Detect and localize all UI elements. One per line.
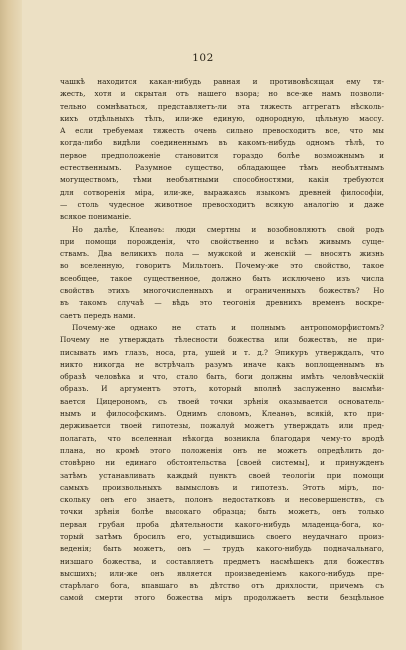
body-text	[60, 76, 384, 636]
paragraph	[60, 76, 384, 224]
text-line: первая грубая проба дѣятельности какого-нибудь младенца-бога, ко-	[60, 519, 384, 529]
text-line: торый затѣмъ бросилъ его, устыдившись своего неудачнаго произ-	[60, 531, 384, 541]
text-line: — столь чудесное животное превосходитъ всякую аналогію и даже	[60, 199, 384, 209]
text-line: могуществомъ, тѣми необъятными способностями, какія требуются	[60, 175, 384, 185]
text-line: естественнымъ. Разумное существо, обладающее тѣмъ необъятнымъ	[60, 163, 384, 173]
text-line: жесть, хотя и скрытая отъ нашего взора; но все-же намъ позволи-	[60, 89, 384, 99]
text-line: когда-либо видѣли соединеннымъ въ какомъ-нибудь одномъ тѣлѣ, то	[60, 138, 384, 148]
text-line: держивается твоей гипотезы, пожалуй можетъ утверждать или пред-	[60, 421, 384, 431]
text-line: Но далѣе, Клеанѳъ: люди смертны и возобновляютъ свой родъ	[72, 224, 384, 234]
text-line: Почему не утверждать тѣлесности божества или божествъ, не при-	[60, 335, 384, 345]
text-line: А если требуемая тяжесть очень сильно превосходитъ все, что мы	[60, 126, 384, 136]
text-line: образъ. И аргументъ этотъ, который вполнѣ заслуженно высмѣи-	[60, 384, 384, 394]
text-line: никто никогда не встрѣчалъ разумъ иначе какъ воплощеннымъ въ	[60, 359, 384, 369]
text-line: при помощи порожденія, что свойственно и всѣмъ живымъ суще-	[60, 236, 384, 246]
text-line: кихъ отдѣльныхъ тѣлъ, или-же единую, однородную, цѣльную массу.	[60, 113, 384, 123]
text-line: старѣлаго бога, впавшаго въ дѣтство отъ дряхлости, причемъ съ	[60, 581, 384, 591]
text-line: скольку онъ его знаетъ, полонъ недостатковъ и несовершенствъ, съ	[60, 495, 384, 505]
text-line: Почему-же однако не стать и полнымъ антропоморфистомъ?	[72, 322, 384, 332]
text-line: вается Цицерономъ, съ твоей точки зрѣнія оказывается основатель-	[60, 396, 384, 406]
page-binding-edge	[0, 0, 22, 650]
text-line: для сотворенія міра, или-же, выражаясь языкомъ древней философіи,	[60, 187, 384, 197]
paragraph	[60, 224, 384, 322]
text-line: въ такомъ случаѣ — вѣдь это теогонія древнихъ временъ воскре-	[60, 298, 384, 308]
text-line: писывать имъ глазъ, носа, рта, ушей и т. д.? Эпикуръ утверждалъ, что	[60, 347, 384, 357]
text-line: первое предположеніе становится гораздо болѣе возможнымъ и	[60, 150, 384, 160]
text-line: образѣ человѣка и что, стало быть, боги должны имѣть человѣческій	[60, 372, 384, 382]
text-line: во вселенную, говоритъ Мильтонъ. Почему-же это свойство, такое	[60, 261, 384, 271]
text-line: самой смерти этого божества міръ продолжаетъ вести безцѣльное	[60, 593, 384, 603]
text-line: полагать, что вселенная нѣкогда возникла благодаря чему-то вродѣ	[60, 433, 384, 443]
page-number: 102	[192, 52, 214, 64]
text-line: чашкѣ находится какая-нибудь равная и противовѣсящая ему тя-	[60, 77, 384, 86]
text-line: затѣмъ устанавливать каждый пунктъ своей теологіи при помощи	[60, 470, 384, 480]
text-line: нымъ и философскимъ. Однимъ словомъ, Клеанѳъ, всякій, кто при-	[60, 409, 384, 419]
text-line: саетъ передъ нами.	[60, 310, 136, 320]
text-line: всякое пониманіе.	[60, 212, 132, 222]
text-line: стовѣрно ни единаго обстоятельства [своей системы], и принужденъ	[60, 458, 384, 468]
text-line: точки зрѣнія болѣе высокаго образца; быть можетъ, онъ только	[60, 507, 384, 517]
text-line: низшаго божества, и составляетъ предметъ насмѣшекъ для божествъ	[60, 556, 384, 566]
text-line: тельно сомнѣваться, представляетъ-ли эта тяжесть аггрегатъ нѣсколь-	[60, 101, 384, 111]
text-line: ствамъ. Два великихъ пола — мужской и женскій — вносятъ жизнь	[60, 249, 384, 259]
text-line: самыхъ произвольныхъ вымысловъ и гипотезъ. Этотъ міръ, по-	[60, 482, 384, 492]
text-line: высшихъ; или-же онъ является произведеніемъ какого-нибудь пре-	[60, 568, 384, 578]
paragraph	[60, 322, 384, 605]
text-line: веденія; быть можетъ, онъ — трудъ какого-нибудь подначальнаго,	[60, 544, 384, 554]
text-line: плана, но кромѣ этого положенія онъ не можетъ опредѣлить до-	[60, 445, 384, 455]
text-line: свойствъ этихъ многочисленныхъ и ограниченныхъ божествъ? Но	[60, 286, 384, 296]
text-line: всеобщее, такое существенное, должно быть исключено изъ числа	[60, 273, 384, 283]
